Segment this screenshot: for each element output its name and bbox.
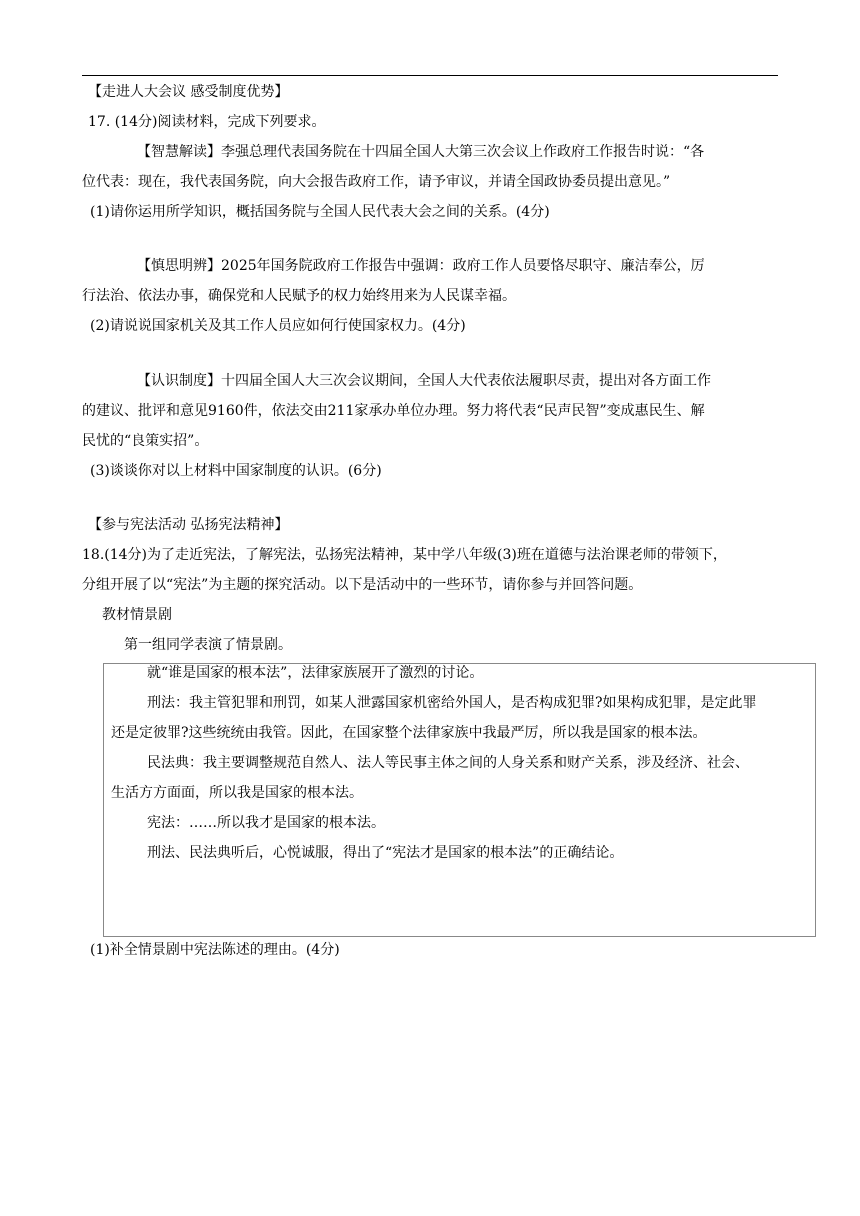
q17-subquestion-1: (1)请你运用所学知识，概括国务院与全国人民代表大会之间的关系。(4分)	[90, 204, 550, 220]
skit-line-1: 就“谁是国家的根本法”，法律家族展开了激烈的讨论。	[147, 665, 484, 681]
q17-material-1-line-2: 位代表：现在，我代表国务院，向大会报告政府工作，请予审议，并请全国政协委员提出意见。”	[82, 174, 671, 190]
q17-material-2-line-2: 行法治、依法办事，确保党和人民赋予的权力始终用来为人民谋幸福。	[82, 288, 516, 304]
skit-line-6: 宪法：……所以我才是国家的根本法。	[147, 815, 385, 831]
question-17-stem: 17. (14分)阅读材料，完成下列要求。	[88, 114, 326, 130]
header-rule	[82, 75, 778, 76]
skit-line-2: 刑法：我主管犯罪和刑罚，如某人泄露国家机密给外国人，是否构成犯罪?如果构成犯罪，是定此罪	[147, 695, 757, 711]
activity-intro: 第一组同学表演了情景剧。	[124, 637, 292, 653]
activity-title: 教材情景剧	[102, 607, 172, 623]
skit-line-7: 刑法、民法典听后，心悦诚服，得出了“宪法才是国家的根本法”的正确结论。	[147, 845, 624, 861]
q17-material-2-line-1: 【慎思明辨】2025年国务院政府工作报告中强调：政府工作人员要恪尽职守、廉洁奉公，厉	[137, 258, 705, 274]
q18-subquestion-1: (1)补全情景剧中宪法陈述的理由。(4分)	[90, 942, 340, 958]
q17-material-3-line-1: 【认识制度】十四届全国人大三次会议期间，全国人大代表依法履职尽责，提出对各方面工作	[137, 373, 711, 389]
skit-line-4: 民法典：我主要调整规范自然人、法人等民事主体之间的人身关系和财产关系，涉及经济、社会、	[147, 755, 749, 771]
question-18-stem-line-2: 分组开展了以“宪法”为主题的探究活动。以下是活动中的一些环节，请你参与并回答问题。	[82, 577, 643, 593]
q17-subquestion-3: (3)谈谈你对以上材料中国家制度的认识。(6分)	[90, 463, 382, 479]
skit-line-5: 生活方方面面，所以我是国家的根本法。	[111, 785, 363, 801]
section-heading-2: 【参与宪法活动 弘扬宪法精神】	[88, 517, 289, 533]
section-heading-1: 【走进人大会议 感受制度优势】	[88, 84, 289, 100]
q17-material-3-line-3: 民忧的“良策实招”。	[82, 433, 209, 449]
q17-subquestion-2: (2)请说说国家机关及其工作人员应如何行使国家权力。(4分)	[90, 318, 466, 334]
q17-material-3-line-2: 的建议、批评和意见9160件，依法交由211家承办单位办理。努力将代表“民声民智”变成惠民生、解	[82, 403, 705, 419]
question-18-stem-line-1: 18.(14分)为了走近宪法，了解宪法，弘扬宪法精神，某中学八年级(3)班在道德与法治课老师的带领下，	[82, 547, 727, 563]
q17-material-1-line-1: 【智慧解读】李强总理代表国务院在十四届全国人大第三次会议上作政府工作报告时说：“各	[137, 144, 705, 160]
skit-line-3: 还是定彼罪?这些统统由我管。因此，在国家整个法律家族中我最严厉，所以我是国家的根本法。	[111, 725, 707, 741]
